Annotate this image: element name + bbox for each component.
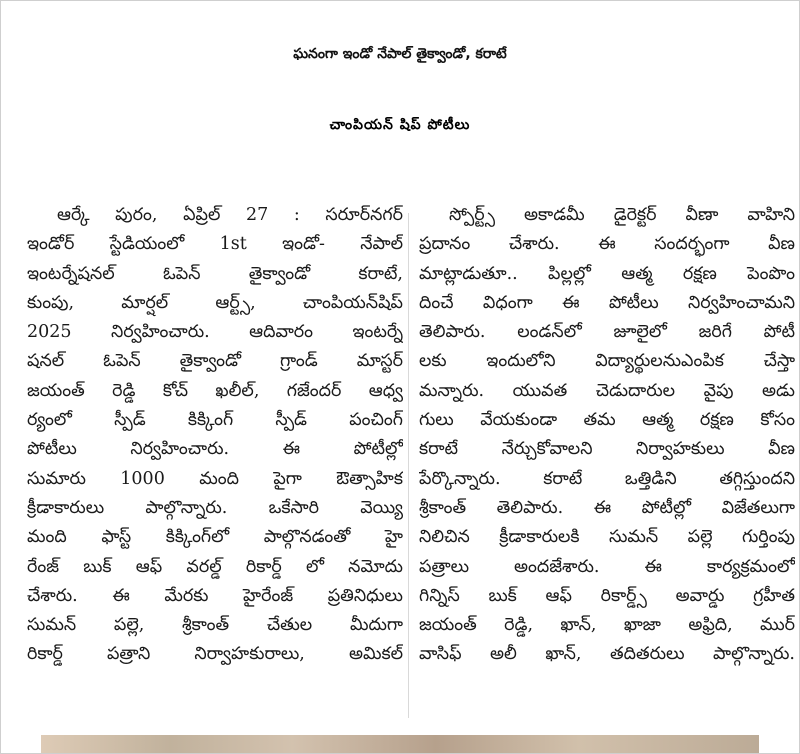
article-line: నిలిచిన క్రీడాకారులకి సుమన్ పల్లె గుర్తింపు xyxy=(419,527,795,548)
article-line: క్రీడాకారులు పాల్గొన్నారు. ఒకేసారి వెయ్యి xyxy=(27,497,403,518)
article-line: ఆర్కే పురం, ఏప్రిల్ 27 : సరూర్‌నగర్ xyxy=(57,205,403,225)
article-line: పేర్కొన్నారు. కరాటే ఒత్తిడిని తగ్గిస్తుందని xyxy=(419,468,795,489)
article-line: జయంత్ రెడ్డి, ఖాన్, ఖాజా అఫ్రిది, ముర్ xyxy=(419,615,795,636)
article-column-right xyxy=(419,201,795,670)
article-line: రేంజ్ బుక్ ఆఫ్ వరల్డ్ రికార్డ్ లో నమోదు xyxy=(27,556,403,577)
article-line: కరాటే నేర్చుకోవాలని నిర్వాహకులు వీణ xyxy=(419,439,795,460)
article-line: కుంపు, మార్షల్ ఆర్ట్స్, చాంపియన్‌షిప్ xyxy=(27,292,403,313)
article-line: తెలిపారు. లండన్‌లో జూలైలో జరిగే పోటీ xyxy=(419,322,795,343)
article-subheadline: ఘనంగా ఇండో నేపాల్ తైక్వాండో, కరాటే xyxy=(293,46,507,62)
article-line: సుమారు 1000 మంది పైగా ఔత్సాహిక xyxy=(27,468,403,489)
column-divider xyxy=(408,213,409,718)
article-line: పోటీలు నిర్వహించారు. ఈ పోటీల్లో xyxy=(27,439,403,460)
article-line: ర్యంలో స్పీడ్ కిక్కింగ్ స్పీడ్ పంచింగ్ xyxy=(27,410,403,431)
article-line: మన్నారు. యువత చెడుదారుల వైపు అడు xyxy=(419,380,795,401)
article-line: లకు ఇందులోని విద్యార్థులనుఎంపిక చేస్తా xyxy=(419,351,795,372)
article-line: ప్రదానం చేశారు. ఈ సందర్భంగా వీణ xyxy=(419,234,795,255)
article-line: రికార్డ్ పత్రాని నిర్వాహకురాలు, అమికల్ xyxy=(27,644,403,665)
article-line: స్పోర్ట్స్ అకాడమీ డైరెక్టర్ వీణా వాహిని xyxy=(449,205,795,225)
article-line: మాట్లాడుతూ.. పిల్లల్లో ఆత్మ రక్షణ పెంపొం xyxy=(419,263,795,284)
article-line: ఇండోర్ స్టేడియంలో 1st ఇండో- నేపాల్ xyxy=(27,234,403,255)
article-column-left xyxy=(27,201,403,670)
article-line: షనల్ ఓపెన్ తైక్వాండో గ్రాండ్ మాస్టర్ xyxy=(27,351,403,372)
article-headline: చాంపియన్ షిప్ పోటీలు xyxy=(329,117,471,133)
article-line: జయంత్ రెడ్డి కోచ్ ఖలీల్, గజేందర్ ఆధ్వ xyxy=(27,380,403,401)
article-line: మంది ఫాస్ట్ కిక్కింగ్‌లో పాల్గొనడంతో హై xyxy=(27,527,403,548)
article-line: గులు వేయకుండా తమ ఆత్మ రక్షణ కోసం xyxy=(419,410,795,431)
article-line: దించే విధంగా ఈ పోటీలు నిర్వహించామని xyxy=(419,292,795,313)
article-line: శ్రీకాంత్ తెలిపారు. ఈ పోటీల్లో విజేతలుగా xyxy=(419,497,795,518)
photo-edge xyxy=(41,735,759,754)
article-line: చేశారు. ఈ మేరకు హైరేంజ్ ప్రతినిధులు xyxy=(27,585,403,606)
article-line: ఇంటర్నేషనల్ ఓపెన్ తైక్వాండో కరాటే, xyxy=(27,263,403,284)
article-line: సుమన్ పల్లె, శ్రీకాంత్ చేతుల మీదుగా xyxy=(27,615,403,636)
article-line: గిన్నిస్ బుక్ ఆఫ్ రికార్డ్స్ అవార్డు గ్రహీత xyxy=(419,585,795,606)
article-line: వాసిఫ్ అలీ ఖాన్, తదితరులు పాల్గొన్నారు. xyxy=(419,644,795,665)
article-line: పత్రాలు అందజేశారు. ఈ కార్యక్రమంలో xyxy=(419,556,795,577)
article-line: 2025 నిర్వహించారు. ఆదివారం ఇంటర్నే xyxy=(27,322,403,343)
